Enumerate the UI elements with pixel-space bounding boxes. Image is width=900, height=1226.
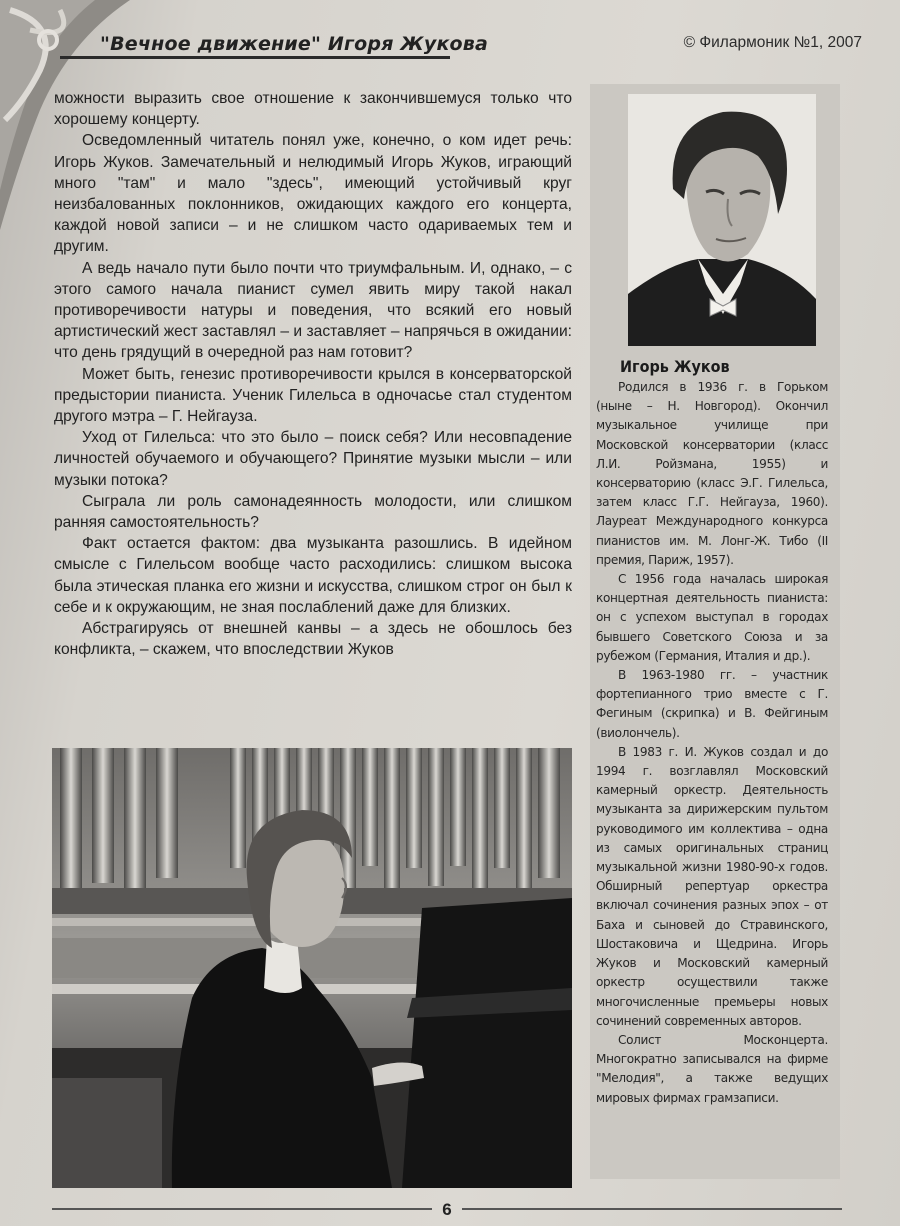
article-paragraph: Осведомленный читатель понял уже, конечно, о ком идет речь: Игорь Жуков. Замечательный и нелюдимый Игорь Жуков, играющий много "там" и мало "здесь", имеющий устойчивый круг неизбалованных поклонников, ожидающих каждого его концерта, каждой новой записи – и не слишком часто одариваемых тем и другим. <box>54 132 572 256</box>
article-body <box>54 88 572 660</box>
biography-paragraph: Родился в 1936 г. в Горьком (ныне – Н. Новгород). Окончил музыкальное училище при Московской консерватории (класс Л.И. Ройзмана, 1955) и консерваторию (класс Э.Г. Гилельса, затем класс Г.Г. Нейгауза, 1960). Лауреат Международного конкурса пианистов им. М. Лонг-Ж. Тибо (II премия, Париж, 1957). <box>596 380 828 567</box>
article-paragraph: Факт остается фактом: два музыканта разошлись. В идейном смысле с Гилельсом вообще часто расходились: слишком высока была этическая планка его жизни и искусства, слишком строг он был к себе и к окружающим, не зная послаблений даже для близких. <box>54 535 572 616</box>
article-paragraph: Сыграла ли роль самонадеянность молодости, или слишком ранняя самостоятельность? <box>54 492 572 532</box>
article-paragraph: можности выразить свое отношение к закончившемуся только что хорошему концерту. <box>54 90 572 129</box>
portrait-photo <box>628 94 816 346</box>
biography-paragraph: В 1963-1980 гг. – участник фортепианного трио вместе с Г. Фегиным (скрипка) и В. Фейгиным (виолончель). <box>596 668 828 740</box>
article-paragraph: Абстрагируясь от внешней канвы – а здесь не обошлось без конфликта, – скажем, что впоследствии Жуков <box>54 620 572 659</box>
header-copyright: © Филармоник №1, 2007 <box>683 34 862 51</box>
page-number: 6 <box>442 1200 452 1219</box>
pianist-at-piano-photo <box>52 748 572 1188</box>
footer-divider-left <box>52 1208 432 1210</box>
footer-divider-right <box>462 1208 842 1210</box>
sidebar-name-heading: Игорь Жуков <box>620 357 730 376</box>
biography-paragraph: В 1983 г. И. Жуков создал и до 1994 г. возглавлял Московский камерный оркестр. Деятельность музыканта за дирижерским пультом руководимого им коллектива – одна из самых оригинальных страниц музыкальной жизни 1980-90-х годов. Обширный репертуар оркестра включал сочинения разных эпох – от Баха и сыновей до Стравинского, Шостаковича и Щедрина. Игорь Жуков и Московский камерный оркестр осуществили также многочисленные премьеры новых сочинений современных авторов. <box>596 744 828 1028</box>
biography-paragraph: С 1956 года началась широкая концертная деятельность пианиста: он с успехом выступал в городах бывшего Советского Союза и за рубежом (Германия, Италия и др.). <box>596 572 828 663</box>
biography-paragraph: Солист Москонцерта. Многократно записывался на фирме "Мелодия", а также ведущих мировых фирмах грамзаписи. <box>596 1032 828 1105</box>
article-paragraph: Уход от Гилельса: что это было – поиск себя? Или несовпадение личностей обучаемого и обучающего? Принятие музыки мысли – или музыки потока? <box>54 429 572 489</box>
biography-text <box>596 378 828 1108</box>
header-divider <box>60 56 450 59</box>
header-title: "Вечное движение" Игоря Жукова <box>100 33 489 55</box>
article-paragraph: А ведь начало пути было почти что триумфальным. И, однако, – с этого самого начала пианист сумел явить миру такой накал противоречивости натуры и поведения, что всякий его новый артистический жест заставлял – и заставляет – напрячься в ожидании: что день грядущий в очередной раз нам готовит? <box>54 259 572 362</box>
article-paragraph: Может быть, генезис противоречивости крылся в консерваторской предыстории пианиста. Ученик Гилельса в одночасье стал студентом другого мэтра – Г. Нейгауза. <box>54 365 572 426</box>
